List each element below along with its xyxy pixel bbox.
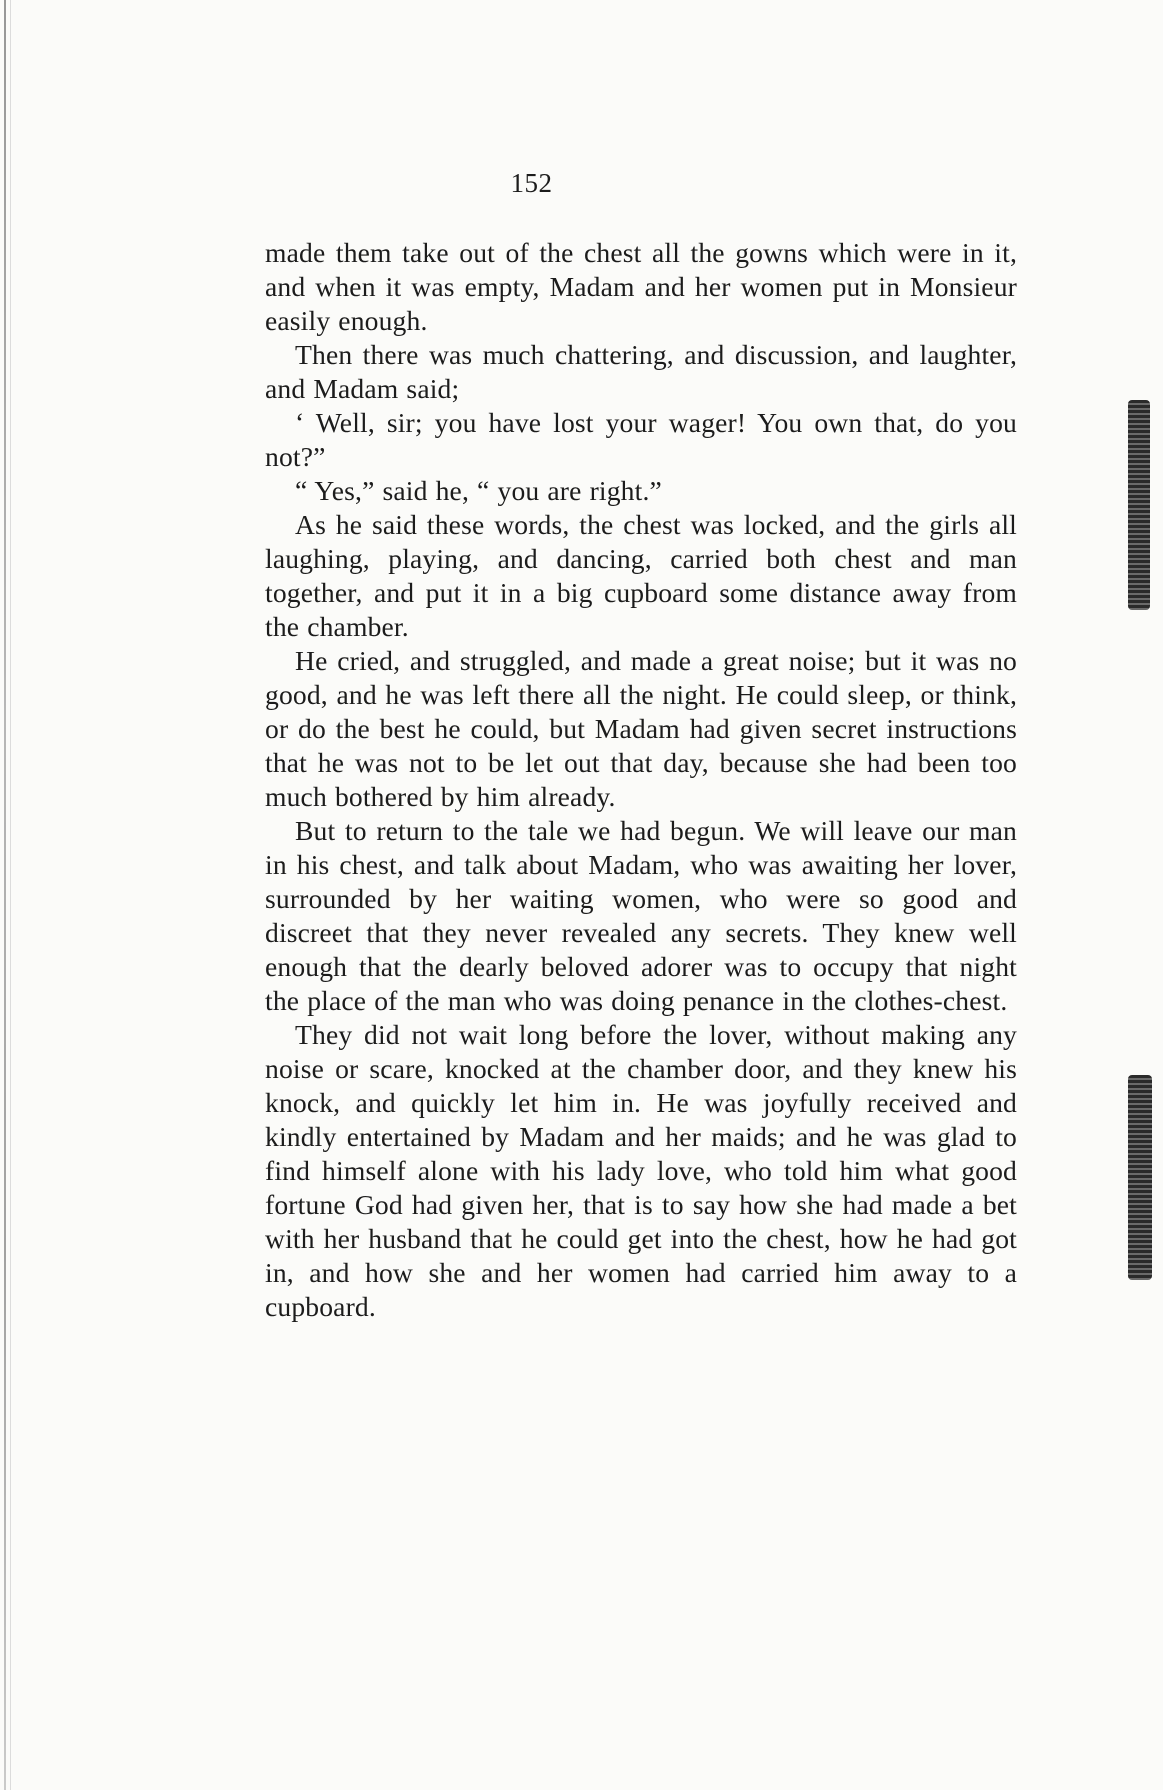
scan-edge-shadow xyxy=(4,0,6,1790)
paragraph: made them take out of the chest all the gowns which were in it, and when it was empty, Madam and her women put in Monsieur easily enough. xyxy=(265,237,1017,336)
paragraph: As he said these words, the chest was locked, and the girls all laughing, playing, and dancing, carried both chest and man together, and put it in a big cupboard some distance away from the chamber. xyxy=(265,509,1017,642)
ink-bleed-mark xyxy=(1128,1075,1152,1280)
paragraph: But to return to the tale we had begun. We will leave our man in his chest, and talk about Madam, who was awaiting her lover, surrounded by her waiting women, who were so good and discreet that they never revealed any secrets. They knew well enough that the dearly beloved adorer was to occupy that night the place of the man who was doing penance in the clothes-chest. xyxy=(265,815,1017,1016)
ink-bleed-mark xyxy=(1128,400,1150,610)
scan-edge-line xyxy=(10,0,11,1790)
paragraph: He cried, and struggled, and made a great noise; but it was no good, and he was left there all the night. He could sleep, or think, or do the best he could, but Madam had given secret instructions that he was not to be let out that day, because she had been too much bothered by him already. xyxy=(265,645,1017,812)
paragraph: ‘ Well, sir; you have lost your wager! You own that, do you not?” xyxy=(265,407,1017,472)
paragraph: “ Yes,” said he, “ you are right.” xyxy=(295,475,662,506)
page-number: 152 xyxy=(510,168,553,198)
paragraph: They did not wait long before the lover, without making any noise or scare, knocked at the chamber door, and they knew his knock, and quickly let him in. He was joyfully received and kindly entertained by Madam and her maids; and he was glad to find himself alone with his lady love, who told him what good fortune God had given her, that is to say how she had made a bet with her husband that he could get into the chest, how he had got in, and how she and her women had carried him away to a cupboard. xyxy=(265,1019,1017,1322)
body-text xyxy=(265,236,1017,1324)
paragraph: Then there was much chattering, and discussion, and laughter, and Madam said; xyxy=(265,339,1017,404)
